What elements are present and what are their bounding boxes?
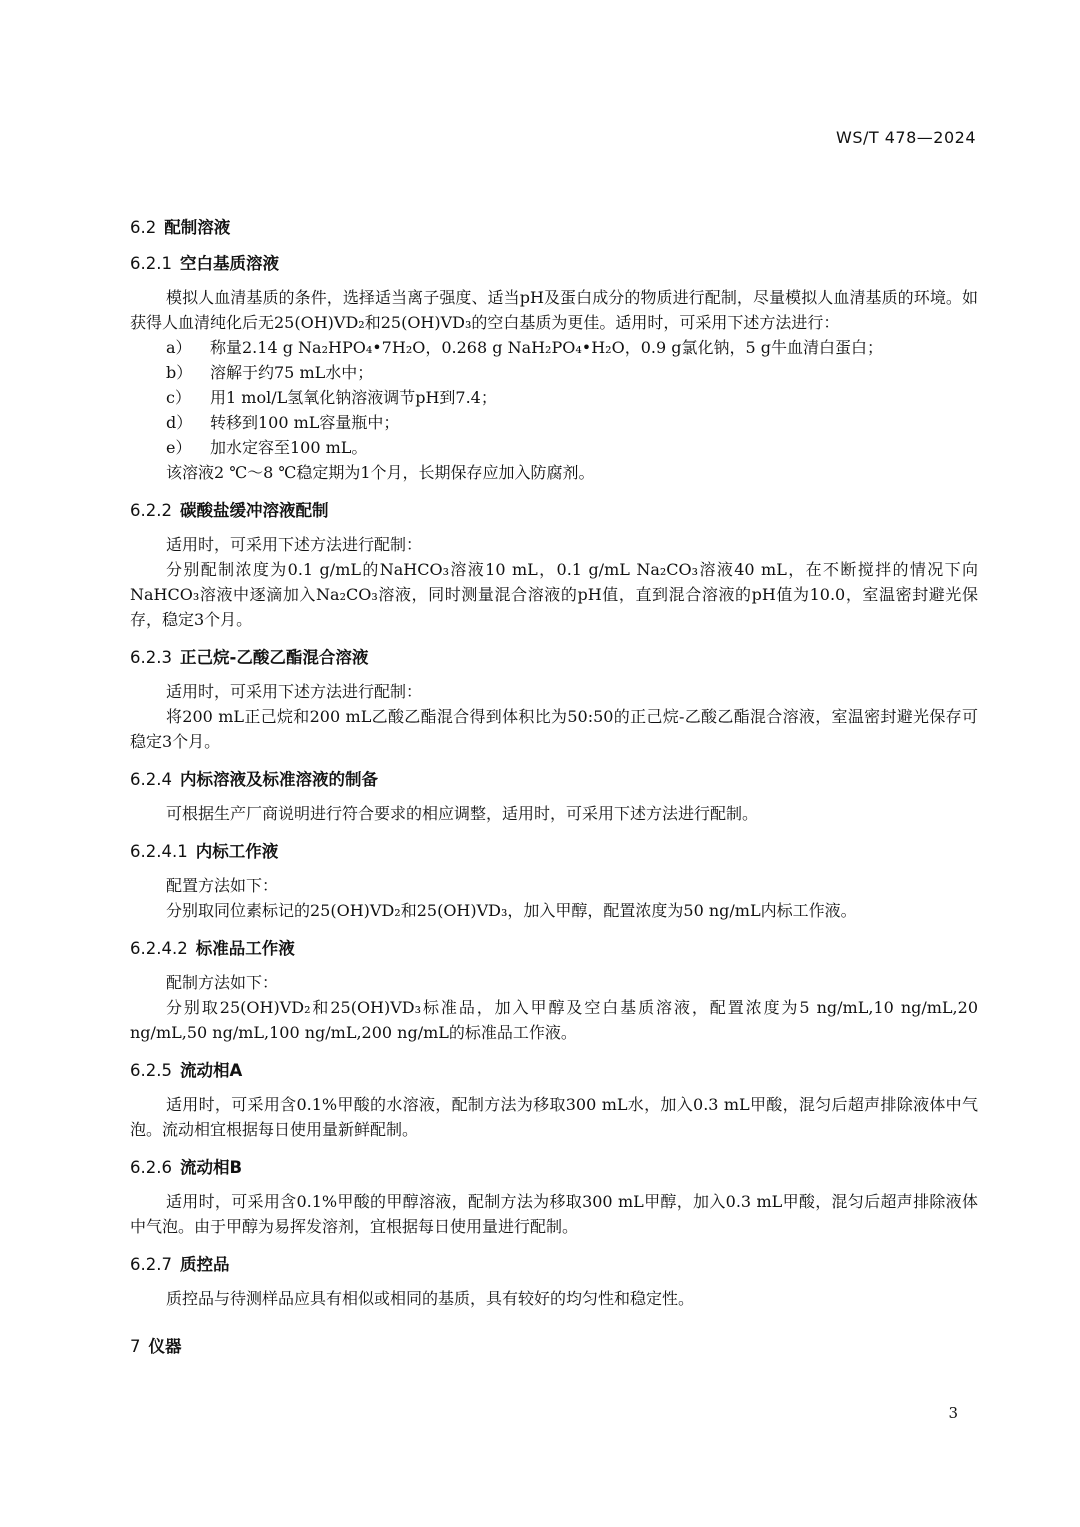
paragraph: 适用时，可采用下述方法进行配制： (166, 535, 423, 554)
section-title: 质控品 (179, 1255, 230, 1274)
section-number: 6.2 (130, 218, 157, 237)
list-item (130, 335, 978, 360)
document-code: WS/T 478—2024 (836, 128, 976, 147)
section-number: 6.2.6 (130, 1158, 172, 1177)
list-marker: d） (166, 413, 193, 432)
list-item (130, 360, 978, 385)
section-title: 流动相A (179, 1061, 243, 1080)
section-title: 碳酸盐缓冲溶液配制 (179, 501, 329, 520)
list-item (130, 385, 978, 410)
section-heading-6-2-4 (130, 766, 978, 790)
list-text: 转移到100 mL容量瓶中； (210, 413, 400, 432)
section-title: 正己烷-乙酸乙酯混合溶液 (179, 648, 369, 667)
section-heading-6-2-2 (130, 497, 978, 521)
list-marker: b） (166, 363, 193, 382)
paragraph: 适用时，可采用含0.1%甲酸的水溶液，配制方法为移取300 mL水，加入0.3 mL甲酸，混匀后超声排除液体中气泡。流动相宜根据每日使用量新鲜配制。 (130, 1095, 978, 1139)
section-heading-6-2 (130, 214, 978, 238)
section-number: 6.2.7 (130, 1255, 172, 1274)
paragraph: 可根据生产厂商说明进行符合要求的相应调整，适用时，可采用下述方法进行配制。 (166, 804, 759, 823)
list-text: 用1 mol/L氢氧化钠溶液调节pH到7.4； (210, 388, 497, 407)
paragraph: 配制方法如下： (166, 973, 279, 992)
section-number: 6.2.5 (130, 1061, 172, 1080)
paragraph: 分别配制浓度为0.1 g/mL的NaHCO₃溶液10 mL，0.1 g/mL Na₂CO₃溶液40 mL，在不断搅拌的情况下向NaHCO₃溶液中逐滴加入Na₂CO₃溶液，同时测量混合溶液的pH值，直到混合溶液的pH值为10.0，室温密封避光保存，稳定3个月。 (130, 560, 978, 629)
section-heading-6-2-6 (130, 1154, 978, 1178)
page-number: 3 (948, 1404, 958, 1422)
section-title: 内标溶液及标准溶液的制备 (179, 770, 378, 789)
paragraph: 该溶液2 ℃～8 ℃稳定期为1个月，长期保存应加入防腐剂。 (166, 463, 595, 482)
paragraph: 分别取同位素标记的25(OH)VD₂和25(OH)VD₃，加入甲醇，配置浓度为50 ng/mL内标工作液。 (166, 901, 857, 920)
section-number: 6.2.1 (130, 254, 172, 273)
list-marker: e） (166, 438, 192, 457)
paragraph: 适用时，可采用下述方法进行配制： (166, 682, 423, 701)
section-heading-6-2-1 (130, 250, 978, 274)
section-heading-6-2-4-2 (130, 935, 978, 959)
section-title: 空白基质溶液 (179, 254, 279, 273)
section-number: 6.2.4.2 (130, 939, 188, 958)
list-text: 溶解于约75 mL水中； (210, 363, 374, 382)
list-text: 称量2.14 g Na₂HPO₄•7H₂O，0.268 g NaH₂PO₄•H₂O，0.9 g氯化钠，5 g牛血清白蛋白； (210, 338, 883, 357)
list-item (130, 435, 978, 460)
section-title: 仪器 (148, 1337, 182, 1356)
section-number: 6.2.2 (130, 501, 172, 520)
section-number: 6.2.4.1 (130, 842, 188, 861)
list-text: 加水定容至100 mL。 (210, 438, 368, 457)
section-heading-6-2-7 (130, 1251, 978, 1275)
paragraph: 模拟人血清基质的条件，选择适当离子强度、适当pH及蛋白成分的物质进行配制，尽量模拟人血清基质的环境。如获得人血清纯化后无25(OH)VD₂和25(OH)VD₃的空白基质为更佳。适用时，可采用下述方法进行： (130, 288, 978, 332)
paragraph: 质控品与待测样品应具有相似或相同的基质，具有较好的均匀性和稳定性。 (166, 1289, 695, 1308)
section-heading-6-2-4-1 (130, 838, 978, 862)
section-title: 标准品工作液 (195, 939, 295, 958)
section-heading-7 (130, 1333, 978, 1357)
paragraph: 分别取25(OH)VD₂和25(OH)VD₃标准品，加入甲醇及空白基质溶液，配置浓度为5 ng/mL,10 ng/mL,20 ng/mL,50 ng/mL,100 ng/mL,200 ng/mL的标准品工作液。 (130, 998, 978, 1042)
section-heading-6-2-3 (130, 644, 978, 668)
section-title: 配制溶液 (164, 218, 231, 237)
paragraph: 将200 mL正己烷和200 mL乙酸乙酯混合得到体积比为50:50的正己烷-乙酸乙酯混合溶液，室温密封避光保存可稳定3个月。 (130, 707, 978, 751)
list-marker: a） (166, 338, 192, 357)
section-number: 7 (130, 1337, 141, 1356)
paragraph: 适用时，可采用含0.1%甲酸的甲醇溶液，配制方法为移取300 mL甲醇，加入0.3 mL甲酸，混匀后超声排除液体中气泡。由于甲醇为易挥发溶剂，宜根据每日使用量进行配制。 (130, 1192, 978, 1236)
section-number: 6.2.4 (130, 770, 172, 789)
section-title: 流动相B (179, 1158, 243, 1177)
section-number: 6.2.3 (130, 648, 172, 667)
list-item (130, 410, 978, 435)
paragraph: 配置方法如下： (166, 876, 279, 895)
section-title: 内标工作液 (195, 842, 279, 861)
document-body (130, 214, 978, 1357)
list-marker: c） (166, 388, 191, 407)
section-heading-6-2-5 (130, 1057, 978, 1081)
